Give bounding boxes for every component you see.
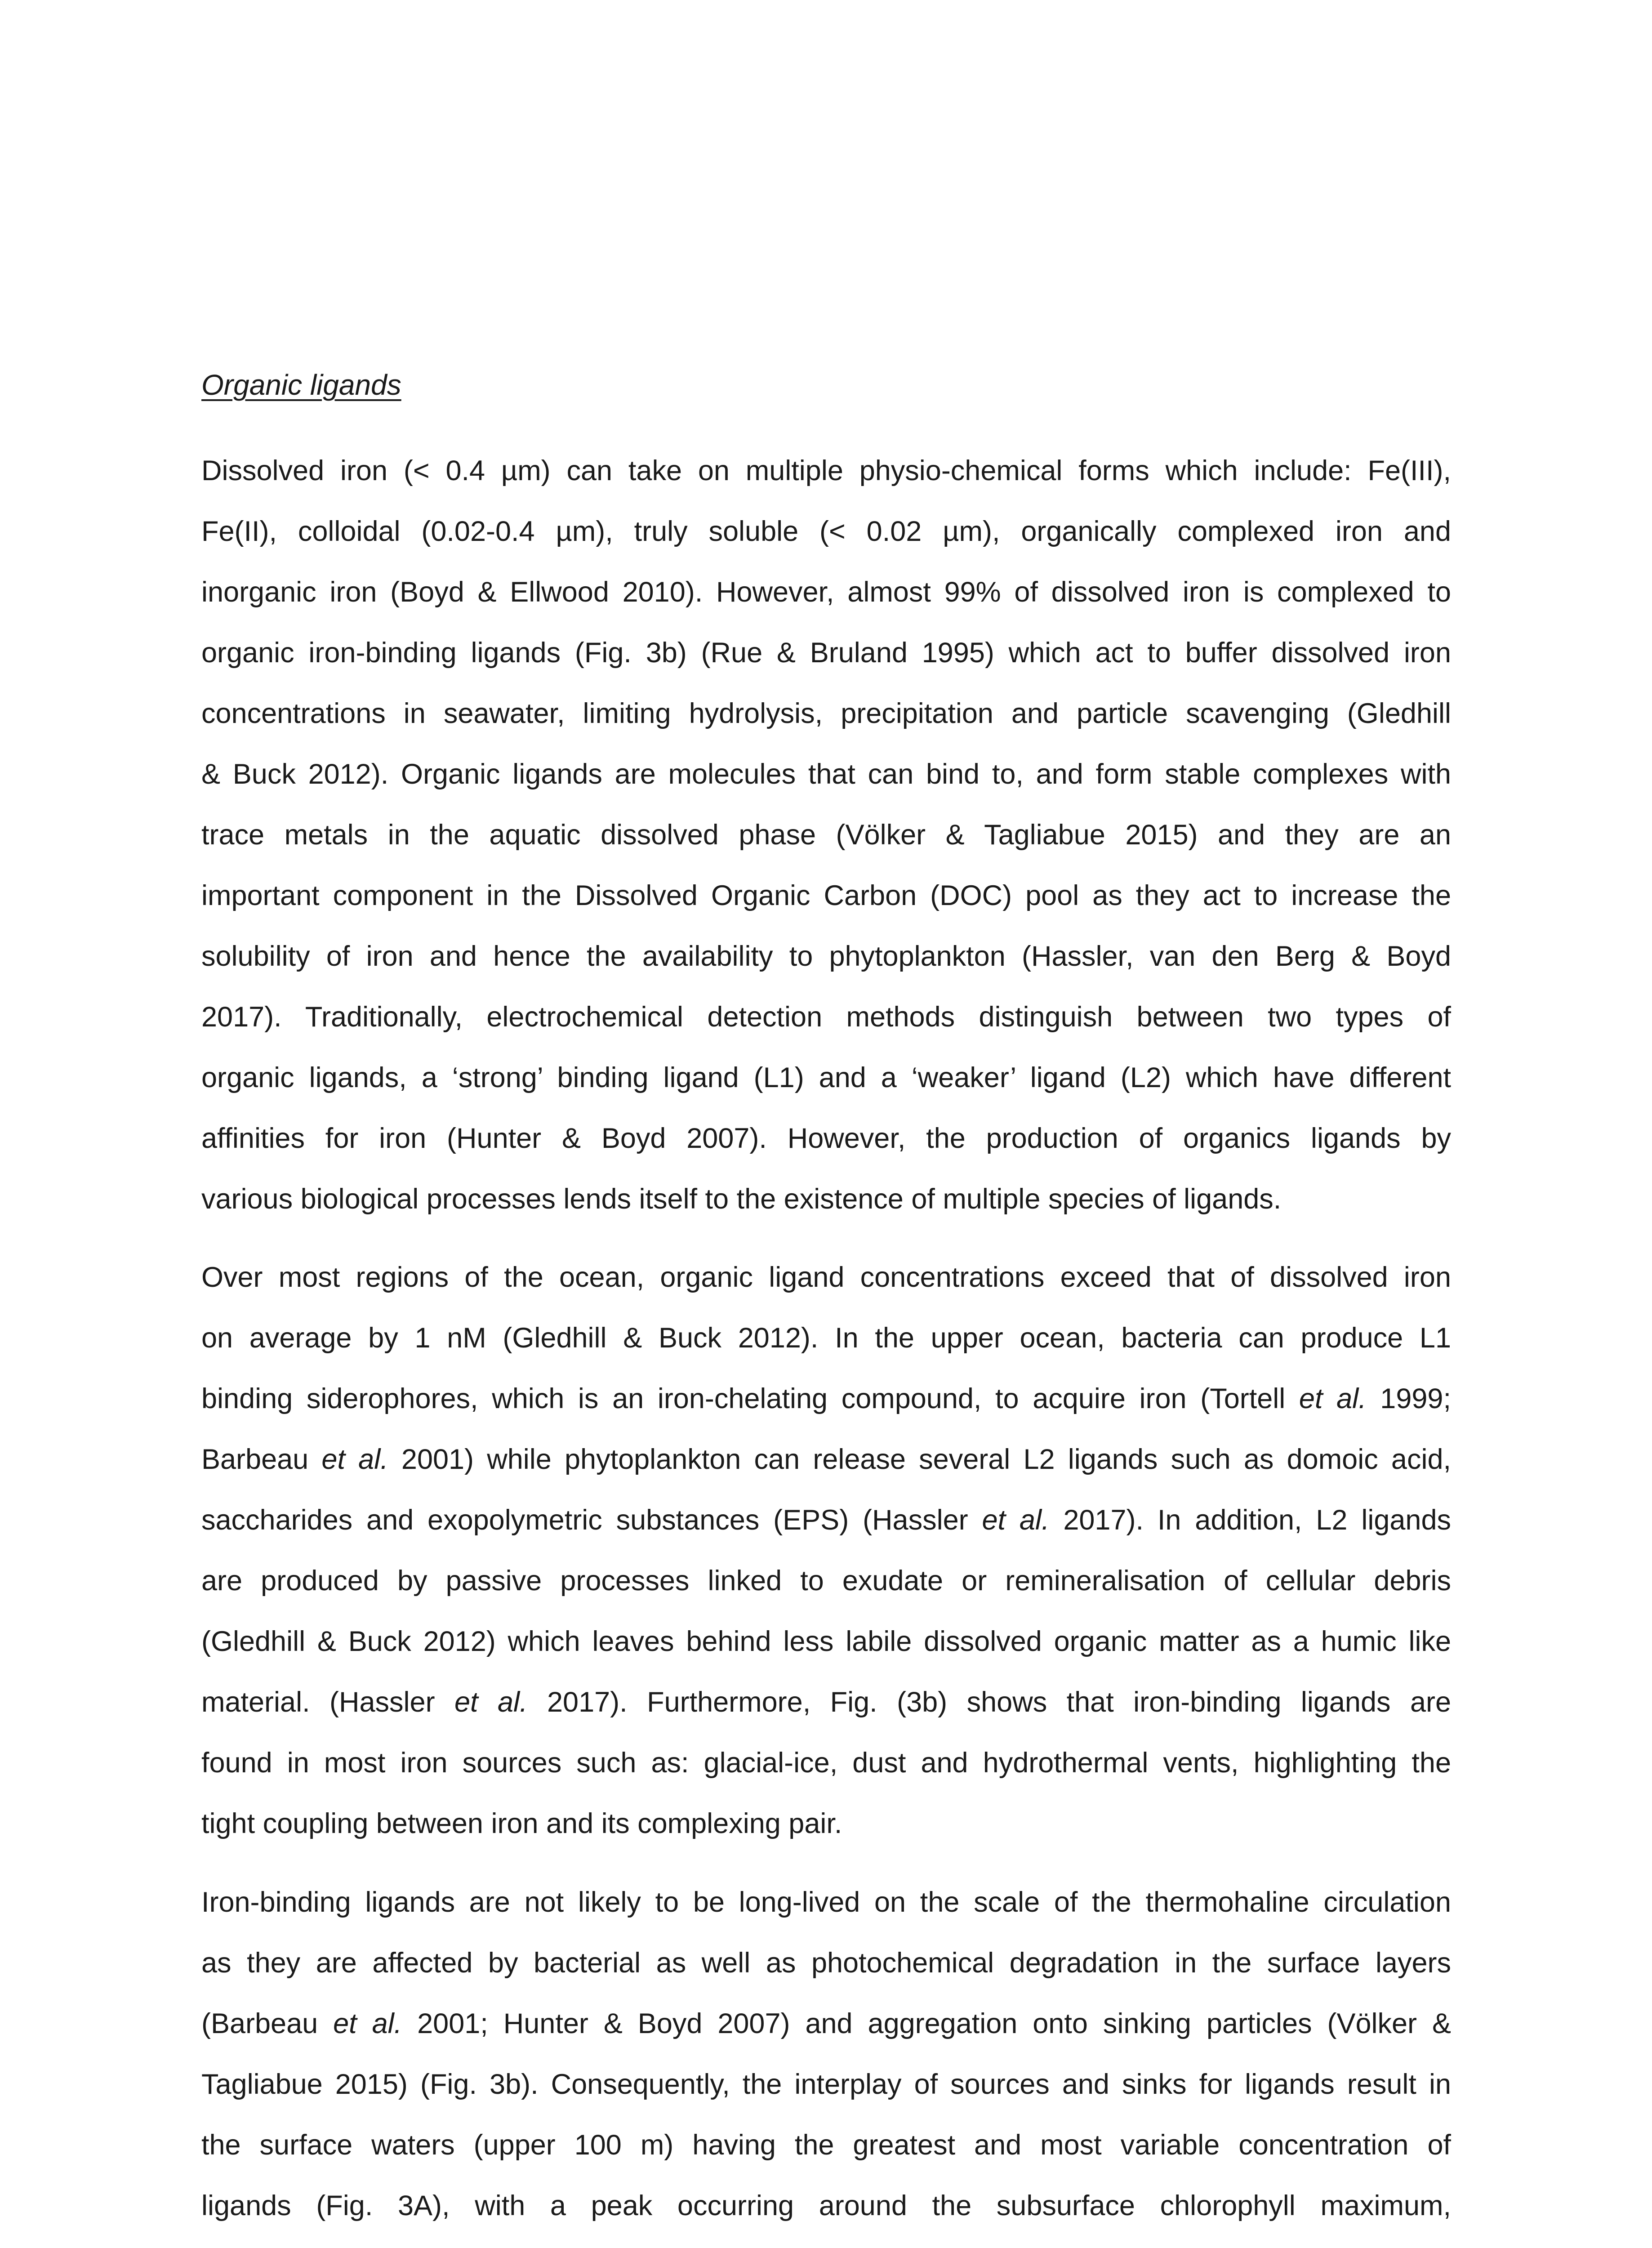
- citation-et-al: et al.: [454, 1686, 528, 1718]
- text-line: tight coupling between iron and its complexing pair.: [201, 1808, 842, 1839]
- text-line: important component in the Dissolved Organic Carbon (DOC) pool as they act to increase the: [201, 880, 1451, 911]
- text-line: [201, 1490, 1451, 1551]
- section-heading: Organic ligands: [201, 369, 401, 401]
- text-line: [201, 1672, 1451, 1733]
- text-line: (Gledhill & Buck 2012) which leaves behind less labile dissolved organic matter as a humic like: [201, 1626, 1451, 1657]
- text-run: 1999;: [1366, 1383, 1451, 1414]
- text-run: 2001; Hunter & Boyd 2007) and aggregation onto sinking particles (Völker &: [402, 2008, 1451, 2039]
- text-line: solubility of iron and hence the availability to phytoplankton (Hassler, van den Berg & Boyd: [201, 941, 1451, 972]
- text-line: Tagliabue 2015) (Fig. 3b). Consequently, the interplay of sources and sinks for ligands result in: [201, 2069, 1451, 2100]
- text-line: Iron-binding ligands are not likely to be long-lived on the scale of the thermohaline circulation: [201, 1887, 1451, 1918]
- text-line: Over most regions of the ocean, organic ligand concentrations exceed that of dissolved iron: [201, 1262, 1451, 1293]
- text-line: are produced by passive processes linked to exudate or remineralisation of cellular debris: [201, 1565, 1451, 1597]
- text-line: found in most iron sources such as: glacial-ice, dust and hydrothermal vents, highlighting the: [201, 1747, 1451, 1779]
- text-line: organic ligands, a ‘strong’ binding ligand (L1) and a ‘weaker’ ligand (L2) which have different: [201, 1062, 1451, 1093]
- text-line: various biological processes lends itself to the existence of multiple species of ligands.: [201, 1183, 1282, 1215]
- paragraph-3: [201, 1872, 1451, 2248]
- paragraph-2: [201, 1247, 1451, 1854]
- text-run: 2017). In addition, L2 ligands: [1049, 1504, 1451, 1536]
- text-run: 2017). Furthermore, Fig. (3b) shows that iron-binding ligands are: [527, 1686, 1451, 1718]
- text-line: as they are affected by bacterial as well as photochemical degradation in the surface layers: [201, 1947, 1451, 1979]
- text-line: concentrations in seawater, limiting hydrolysis, precipitation and particle scavenging (Gledhill: [201, 698, 1451, 729]
- text-line: [201, 1994, 1451, 2054]
- citation-et-al: et al.: [1299, 1383, 1367, 1414]
- text-line: trace metals in the aquatic dissolved phase (Völker & Tagliabue 2015) and they are an: [201, 819, 1451, 851]
- citation-et-al: et al.: [333, 2008, 402, 2039]
- text-line: [201, 1429, 1451, 1490]
- text-run: saccharides and exopolymetric substances (EPS) (Hassler: [201, 1504, 982, 1536]
- citation-et-al: et al.: [321, 1444, 388, 1475]
- paragraph-1: [201, 441, 1451, 1230]
- text-line: organic iron-binding ligands (Fig. 3b) (Rue & Bruland 1995) which act to buffer dissolved iron: [201, 637, 1451, 669]
- text-line: [201, 2236, 1451, 2248]
- text-run: 2001) while phytoplankton can release several L2 ligands such as domoic acid,: [388, 1444, 1451, 1475]
- text-line: the surface waters (upper 100 m) having the greatest and most variable concentration of: [201, 2129, 1451, 2161]
- text-run: material. (Hassler: [201, 1686, 455, 1718]
- text-line: [201, 1369, 1451, 1429]
- text-line: 2017). Traditionally, electrochemical detection methods distinguish between two types of: [201, 1001, 1451, 1033]
- citation-et-al: et al.: [982, 1504, 1050, 1536]
- text-run: (Barbeau: [201, 2008, 334, 2039]
- text-line: Dissolved iron (< 0.4 µm) can take on multiple physio-chemical forms which include: Fe(III),: [201, 455, 1451, 486]
- text-line: on average by 1 nM (Gledhill & Buck 2012). In the upper ocean, bacteria can produce L1: [201, 1322, 1451, 1354]
- text-run: Barbeau: [201, 1444, 322, 1475]
- text-line: affinities for iron (Hunter & Boyd 2007). However, the production of organics ligands by: [201, 1123, 1451, 1154]
- text-line: ligands (Fig. 3A), with a peak occurring around the subsurface chlorophyll maximum,: [201, 2190, 1451, 2221]
- text-line: & Buck 2012). Organic ligands are molecules that can bind to, and form stable complexes with: [201, 758, 1451, 790]
- text-line: Fe(II), colloidal (0.02-0.4 µm), truly soluble (< 0.02 µm), organically complexed iron and: [201, 516, 1451, 547]
- text-line: inorganic iron (Boyd & Ellwood 2010). However, almost 99% of dissolved iron is complexed to: [201, 576, 1451, 608]
- text-run: binding siderophores, which is an iron-chelating compound, to acquire iron (Tortell: [201, 1383, 1299, 1414]
